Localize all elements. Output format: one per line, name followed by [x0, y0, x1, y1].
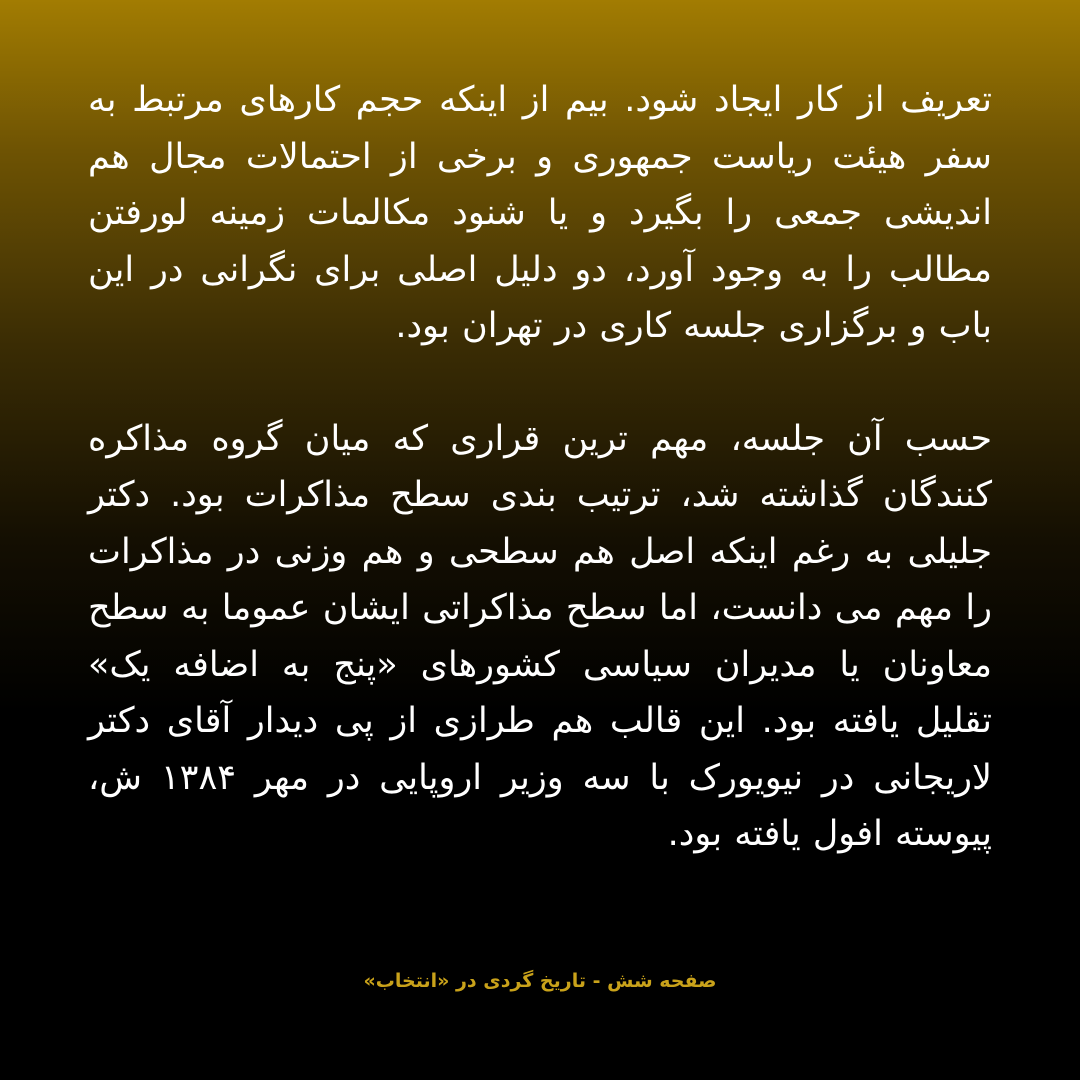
- paragraph-1: تعریف از کار ایجاد شود. بیم از اینکه حجم کارهای مرتبط به سفر هیئت ریاست جمهوری و برخی از احتمالات مجال هم اندیشی جمعی را بگیرد و یا شنود مکالمات زمینه لورفتن مطالب را به وجود آورد، دو دلیل اصلی برای نگرانی در این باب و برگزاری جلسه کاری در تهران بود.: [88, 80, 992, 346]
- article-body: [88, 72, 992, 863]
- paragraph-2: حسب آن جلسه، مهم ترین قراری که میان گروه مذاکره کنندگان گذاشته شد، ترتیب بندی سطح مذاکرات بود. دکتر جلیلی به رغم اینکه اصل هم سطحی و هم وزنی در مذاکرات را مهم می دانست، اما سطح مذاکراتی ایشان عموما به سطح معاونان یا مدیران سیاسی کشورهای «پنج به اضافه یک» تقلیل یافته بود. این قالب هم طرازی از پی دیدار آقای دکتر لاریجانی در نیویورک با سه وزیر اروپایی در مهر ۱۳۸۴ ش، پیوسته افول یافته بود.: [88, 418, 992, 854]
- page-footer: صفحه شش - تاریخ گردی در «انتخاب»: [363, 970, 717, 992]
